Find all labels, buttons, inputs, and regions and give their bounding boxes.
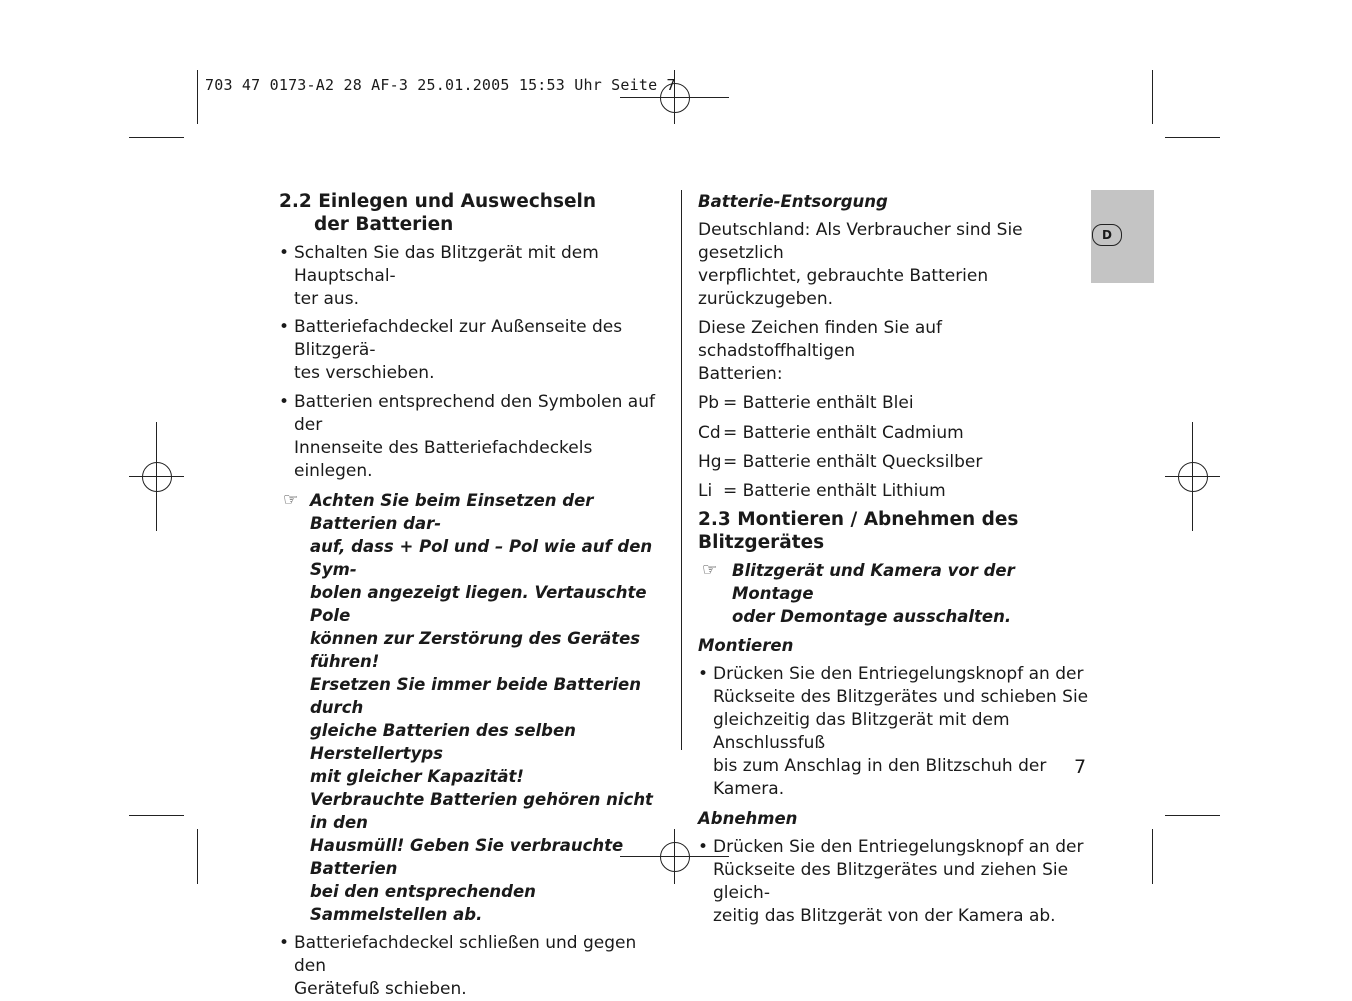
disposal-heading: Batterie-Entsorgung [698, 192, 888, 211]
pointing-hand-icon: ☞ [283, 490, 299, 510]
language-badge: D [1092, 224, 1122, 246]
list-item: • Drücken Sie den Entriegelungsknopf an der Rückseite des Blitzgerätes und schieben Sie gleichzeitig das Blitzgerät mit dem Anschlussfuß bis zum Anschlag in den Blitzschuh der Kamera. [698, 664, 1089, 799]
info-note: ☞ Blitzgerät und Kamera vor der Montage oder Demontage ausschalten. [702, 560, 1015, 626]
warning-note: ☞ Achten Sie beim Einsetzen der Batterien dar- auf, dass + Pol und – Pol wie auf den Sym- bolen angezeigt liegen. Vertauschte Pole können zur Zerstörung des Gerätes führen! Ersetzen Sie immer beide Batterien durch gleiche Batterien des selben Herstellertyps mit gleicher Kapazität! Verbrauchte Batterien gehören nicht in den Hausmüll! Geben Sie verbrauchte Batterien bei den entsprechenden Sammelstellen ab. [283, 490, 653, 924]
symbols-intro: Diese Zeichen finden Sie auf schadstoffhaltigen Batterien: [698, 318, 943, 384]
column-divider [681, 190, 682, 750]
list-item: • Schalten Sie das Blitzgerät mit dem Hauptschal- ter aus. [279, 243, 599, 309]
list-item: • Batterien entsprechend den Symbolen auf der Innenseite des Batteriefachdeckels einlegen. [279, 392, 655, 481]
symbol-row: Hg= Batterie enthält Quecksilber [698, 452, 983, 472]
page-number: 7 [1074, 756, 1087, 778]
symbol-row: Cd = Batterie enthält Cadmium [698, 423, 964, 443]
symbol-row: Li = Batterie enthält Lithium [698, 481, 946, 501]
pointing-hand-icon: ☞ [702, 560, 718, 580]
print-slug: 703 47 0173-A2 28 AF-3 25.01.2005 15:53 Uhr Seite 7 [205, 76, 676, 94]
disposal-paragraph: Deutschland: Als Verbraucher sind Sie gesetzlich verpflichtet, gebrauchte Batterien zurückzugeben. [698, 220, 1023, 309]
symbol-row: Pb = Batterie enthält Blei [698, 393, 914, 413]
remove-heading: Abnehmen [698, 809, 798, 828]
section-heading-2-3: 2.3 Montieren / Abnehmen des Blitzgerätes [698, 509, 1019, 553]
section-heading-2-2: 2.2 Einlegen und Auswechseln der Batterien [279, 191, 597, 235]
mount-heading: Montieren [698, 636, 794, 655]
list-item: • Drücken Sie den Entriegelungsknopf an der Rückseite des Blitzgerätes und ziehen Sie gleich- zeitig das Blitzgerät von der Kamera ab. [698, 837, 1084, 926]
right-column [698, 190, 1093, 928]
list-item: • Batteriefachdeckel schließen und gegen den Gerätefuß schieben. [279, 933, 637, 999]
left-column [279, 190, 669, 1001]
list-item: • Batteriefachdeckel zur Außenseite des Blitzgerä- tes verschieben. [279, 317, 623, 383]
